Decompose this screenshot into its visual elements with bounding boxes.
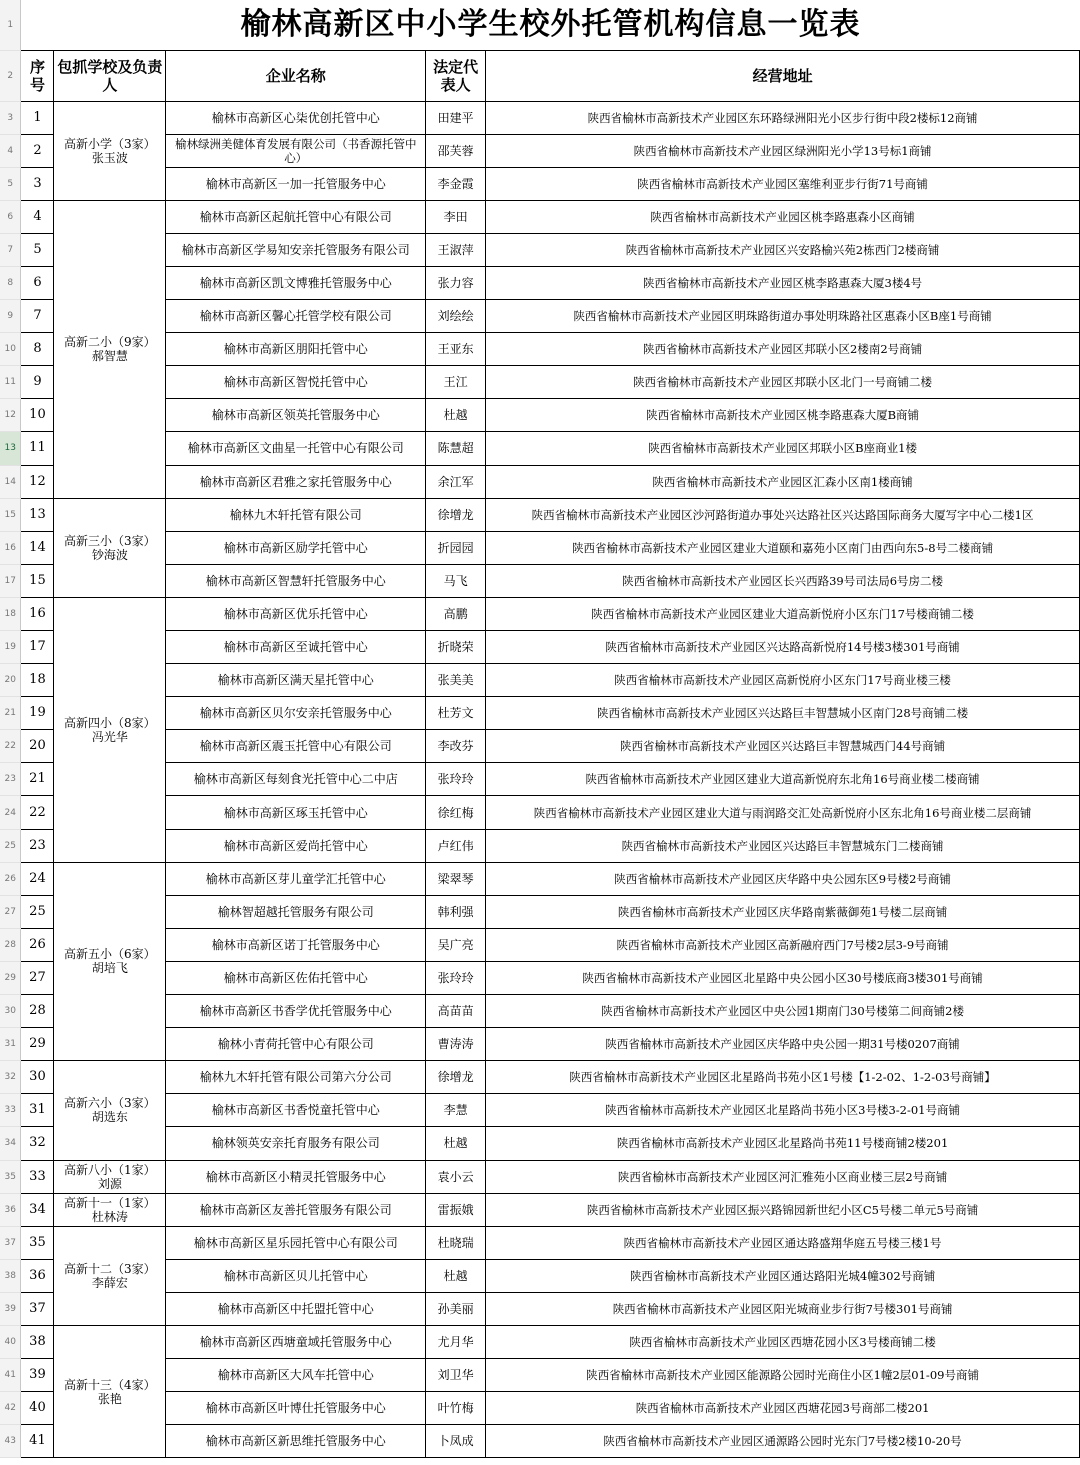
company-name: 榆林市高新区佐佑托管中心 bbox=[166, 961, 426, 994]
row-index: 24 bbox=[21, 862, 54, 895]
company-name: 榆林市高新区新思维托管服务中心 bbox=[166, 1425, 426, 1458]
school-group bbox=[54, 200, 166, 498]
row-index: 7 bbox=[21, 300, 54, 333]
business-address: 陕西省榆林市高新技术产业园区庆华路南紫薇御苑1号楼二层商铺 bbox=[486, 895, 1080, 928]
row-index: 16 bbox=[21, 597, 54, 630]
table-row bbox=[0, 498, 1080, 531]
row-number[interactable]: 7 bbox=[0, 233, 21, 266]
legal-representative: 孙美丽 bbox=[426, 1292, 486, 1325]
business-address: 陕西省榆林市高新技术产业园区塞维利亚步行街71号商铺 bbox=[486, 167, 1080, 200]
company-name: 榆林市高新区朋阳托管中心 bbox=[166, 333, 426, 366]
business-address: 陕西省榆林市高新技术产业园区中央公园1期南门30号楼第二间商铺2楼 bbox=[486, 995, 1080, 1028]
row-index: 21 bbox=[21, 763, 54, 796]
row-index: 41 bbox=[21, 1425, 54, 1458]
table-row bbox=[0, 200, 1080, 233]
school-name: 高新十二（3家） bbox=[64, 1261, 156, 1276]
business-address: 陕西省榆林市高新技术产业园区振兴路锦园新世纪小区C5号楼二单元5号商铺 bbox=[486, 1193, 1080, 1226]
row-index: 11 bbox=[21, 432, 54, 465]
business-address: 陕西省榆林市高新技术产业园区桃李路惠森大厦3楼4号 bbox=[486, 266, 1080, 299]
row-index: 25 bbox=[21, 895, 54, 928]
row-index: 31 bbox=[21, 1094, 54, 1127]
business-address: 陕西省榆林市高新技术产业园区邦联小区B座商业1楼 bbox=[486, 432, 1080, 465]
school-group bbox=[54, 101, 166, 200]
company-name: 榆林市高新区满天星托管中心 bbox=[166, 664, 426, 697]
company-name: 榆林市高新区芽儿童学汇托管中心 bbox=[166, 862, 426, 895]
business-address: 陕西省榆林市高新技术产业园区西塘花园3号商部二楼201 bbox=[486, 1392, 1080, 1425]
row-number[interactable]: 22 bbox=[0, 730, 21, 763]
legal-representative: 李慧 bbox=[426, 1094, 486, 1127]
company-name: 榆林市高新区贝儿托管中心 bbox=[166, 1259, 426, 1292]
school-name: 高新六小（3家） bbox=[64, 1096, 156, 1111]
business-address: 陕西省榆林市高新技术产业园区北星路中央公园小区30号楼底商3楼301号商铺 bbox=[486, 961, 1080, 994]
row-index: 19 bbox=[21, 697, 54, 730]
legal-representative: 高苗苗 bbox=[426, 995, 486, 1028]
business-address: 陕西省榆林市高新技术产业园区北星路尚书苑11号楼商铺2楼201 bbox=[486, 1127, 1080, 1160]
company-name: 榆林市高新区震玉托管中心有限公司 bbox=[166, 730, 426, 763]
legal-representative: 卜凤成 bbox=[426, 1425, 486, 1458]
legal-representative: 曹涛涛 bbox=[426, 1028, 486, 1061]
row-number[interactable]: 9 bbox=[0, 300, 21, 333]
row-number[interactable]: 40 bbox=[0, 1325, 21, 1358]
school-name: 高新十一（1家） bbox=[64, 1195, 156, 1210]
row-number[interactable]: 29 bbox=[0, 961, 21, 994]
business-address: 陕西省榆林市高新技术产业园区兴安路榆兴苑2栋西门2楼商铺 bbox=[486, 233, 1080, 266]
company-name: 榆林市高新区智慧轩托管服务中心 bbox=[166, 564, 426, 597]
business-address: 陕西省榆林市高新技术产业园区兴达路高新悦府14号楼3楼301号商铺 bbox=[486, 631, 1080, 664]
legal-representative: 李金霞 bbox=[426, 167, 486, 200]
company-name: 榆林市高新区领英托管服务中心 bbox=[166, 399, 426, 432]
row-index: 10 bbox=[21, 399, 54, 432]
school-leader: 杜林涛 bbox=[91, 1209, 128, 1224]
row-number[interactable]: 38 bbox=[0, 1259, 21, 1292]
business-address: 陕西省榆林市高新技术产业园区北星路尚书苑小区1号楼【1-2-02、1-2-03号商铺】 bbox=[486, 1061, 1080, 1094]
row-number[interactable]: 21 bbox=[0, 697, 21, 730]
company-name: 榆林市高新区中托盟托管中心 bbox=[166, 1292, 426, 1325]
row-number[interactable]: 4 bbox=[0, 134, 21, 167]
business-address: 陕西省榆林市高新技术产业园区汇森小区南1楼商铺 bbox=[486, 465, 1080, 498]
company-name: 榆林领英安亲托育服务有限公司 bbox=[166, 1127, 426, 1160]
row-index: 30 bbox=[21, 1061, 54, 1094]
school-name: 高新八小（1家） bbox=[64, 1162, 156, 1177]
row-number[interactable]: 17 bbox=[0, 564, 21, 597]
company-name: 榆林市高新区一加一托管服务中心 bbox=[166, 167, 426, 200]
table-row bbox=[0, 1061, 1080, 1094]
page-title: 榆林高新区中小学生校外托管机构信息一览表 bbox=[240, 6, 861, 42]
row-index: 37 bbox=[21, 1292, 54, 1325]
company-name: 榆林小青荷托管中心有限公司 bbox=[166, 1028, 426, 1061]
header-index: 序号 bbox=[21, 50, 54, 101]
row-index: 3 bbox=[21, 167, 54, 200]
row-number[interactable]: 13 bbox=[0, 432, 21, 465]
legal-representative: 杜越 bbox=[426, 1259, 486, 1292]
company-name: 榆林市高新区书香学优托管服务中心 bbox=[166, 995, 426, 1028]
row-number[interactable]: 18 bbox=[0, 597, 21, 630]
legal-representative: 王亚东 bbox=[426, 333, 486, 366]
company-name: 榆林九木轩托管有限公司 bbox=[166, 498, 426, 531]
school-name: 高新十三（4家） bbox=[64, 1377, 156, 1392]
school-name: 高新五小（6家） bbox=[64, 947, 156, 962]
row-index: 40 bbox=[21, 1392, 54, 1425]
business-address: 陕西省榆林市高新技术产业园区绿洲阳光小学13号标1商铺 bbox=[486, 134, 1080, 167]
row-index: 32 bbox=[21, 1127, 54, 1160]
header-row bbox=[0, 50, 1080, 101]
business-address: 陕西省榆林市高新技术产业园区桃李路惠森小区商铺 bbox=[486, 200, 1080, 233]
company-name: 榆林市高新区至诚托管中心 bbox=[166, 631, 426, 664]
legal-representative: 吴广亮 bbox=[426, 928, 486, 961]
legal-representative: 卢红伟 bbox=[426, 829, 486, 862]
company-name: 榆林市高新区文曲星一托管中心有限公司 bbox=[166, 432, 426, 465]
row-index: 4 bbox=[21, 200, 54, 233]
legal-representative: 张美美 bbox=[426, 664, 486, 697]
legal-representative: 徐红梅 bbox=[426, 796, 486, 829]
legal-representative: 杜芳文 bbox=[426, 697, 486, 730]
school-group bbox=[54, 1193, 166, 1226]
row-number[interactable]: 14 bbox=[0, 465, 21, 498]
school-group bbox=[54, 862, 166, 1061]
row-index: 28 bbox=[21, 995, 54, 1028]
company-name: 榆林市高新区叶博仕托管服务中心 bbox=[166, 1392, 426, 1425]
row-number[interactable]: 31 bbox=[0, 1028, 21, 1061]
business-address: 陕西省榆林市高新技术产业园区东环路绿洲阳光小区步行街中段2楼标12商铺 bbox=[486, 101, 1080, 134]
row-index: 9 bbox=[21, 366, 54, 399]
school-leader: 郝智慧 bbox=[91, 349, 128, 364]
row-number[interactable]: 35 bbox=[0, 1160, 21, 1193]
legal-representative: 高鹏 bbox=[426, 597, 486, 630]
legal-representative: 徐增龙 bbox=[426, 498, 486, 531]
company-name: 榆林市高新区心柒优创托管中心 bbox=[166, 101, 426, 134]
legal-representative: 梁翠琴 bbox=[426, 862, 486, 895]
business-address: 陕西省榆林市高新技术产业园区邦联小区北门一号商铺二楼 bbox=[486, 366, 1080, 399]
legal-representative: 李田 bbox=[426, 200, 486, 233]
row-number[interactable]: 25 bbox=[0, 829, 21, 862]
row-number[interactable]: 33 bbox=[0, 1094, 21, 1127]
business-address: 陕西省榆林市高新技术产业园区通达路盛翔华庭五号楼三楼1号 bbox=[486, 1226, 1080, 1259]
school-leader: 刘源 bbox=[97, 1176, 122, 1191]
company-name: 榆林市高新区小精灵托管服务中心 bbox=[166, 1160, 426, 1193]
row-number[interactable]: 8 bbox=[0, 266, 21, 299]
row-number[interactable]: 30 bbox=[0, 995, 21, 1028]
row-index: 36 bbox=[21, 1259, 54, 1292]
row-index: 12 bbox=[21, 465, 54, 498]
row-number[interactable]: 39 bbox=[0, 1292, 21, 1325]
legal-representative: 李改芬 bbox=[426, 730, 486, 763]
row-index: 14 bbox=[21, 531, 54, 564]
school-name: 高新二小（9家） bbox=[64, 335, 156, 350]
row-number[interactable]: 11 bbox=[0, 366, 21, 399]
business-address: 陕西省榆林市高新技术产业园区建业大道颐和嘉苑小区南门由西向东5-8号二楼商铺 bbox=[486, 531, 1080, 564]
school-leader: 张艳 bbox=[97, 1391, 122, 1406]
legal-representative: 张玲玲 bbox=[426, 961, 486, 994]
school-leader: 李薛宏 bbox=[91, 1275, 128, 1290]
legal-representative: 张玲玲 bbox=[426, 763, 486, 796]
company-name: 榆林市高新区励学托管中心 bbox=[166, 531, 426, 564]
row-number[interactable]: 26 bbox=[0, 862, 21, 895]
school-group bbox=[54, 1061, 166, 1160]
row-index: 2 bbox=[21, 134, 54, 167]
row-number[interactable]: 16 bbox=[0, 531, 21, 564]
legal-representative: 王淑萍 bbox=[426, 233, 486, 266]
legal-representative: 韩利强 bbox=[426, 895, 486, 928]
business-address: 陕西省榆林市高新技术产业园区建业大道与雨润路交汇处高新悦府小区东北角16号商业楼二层商铺 bbox=[486, 796, 1080, 829]
title-row bbox=[0, 0, 1080, 50]
business-address: 陕西省榆林市高新技术产业园区沙河路街道办事处兴达路社区兴达路国际商务大厦写字中心二楼1区 bbox=[486, 498, 1080, 531]
business-address: 陕西省榆林市高新技术产业园区河汇雅苑小区商业楼三层2号商铺 bbox=[486, 1160, 1080, 1193]
row-index: 6 bbox=[21, 266, 54, 299]
row-number[interactable]: 3 bbox=[0, 101, 21, 134]
school-leader: 冯光华 bbox=[91, 729, 128, 744]
header-school: 包抓学校及负责人 bbox=[54, 50, 166, 101]
business-address: 陕西省榆林市高新技术产业园区西塘花园小区3号楼商铺二楼 bbox=[486, 1325, 1080, 1358]
business-address: 陕西省榆林市高新技术产业园区阳光城商业步行街7号楼301号商铺 bbox=[486, 1292, 1080, 1325]
legal-representative: 王江 bbox=[426, 366, 486, 399]
business-address: 陕西省榆林市高新技术产业园区建业大道高新悦府小区东门17号楼商铺二楼 bbox=[486, 597, 1080, 630]
row-number[interactable]: 43 bbox=[0, 1425, 21, 1458]
school-group bbox=[54, 1226, 166, 1325]
company-name: 榆林市高新区君雅之家托管服务中心 bbox=[166, 465, 426, 498]
business-address: 陕西省榆林市高新技术产业园区北星路尚书苑小区3号楼3-2-01号商铺 bbox=[486, 1094, 1080, 1127]
company-name: 榆林市高新区智悦托管中心 bbox=[166, 366, 426, 399]
legal-representative: 陈慧超 bbox=[426, 432, 486, 465]
row-index: 5 bbox=[21, 233, 54, 266]
row-number[interactable]: 15 bbox=[0, 498, 21, 531]
row-number[interactable]: 5 bbox=[0, 167, 21, 200]
company-name: 榆林智超越托管服务有限公司 bbox=[166, 895, 426, 928]
row-index: 33 bbox=[21, 1160, 54, 1193]
legal-representative: 张力容 bbox=[426, 266, 486, 299]
business-address: 陕西省榆林市高新技术产业园区兴达路巨丰智慧城东门二楼商铺 bbox=[486, 829, 1080, 862]
legal-representative: 杜越 bbox=[426, 399, 486, 432]
legal-representative: 邵芙蓉 bbox=[426, 134, 486, 167]
row-index: 26 bbox=[21, 928, 54, 961]
company-name: 榆林市高新区琢玉托管中心 bbox=[166, 796, 426, 829]
row-index: 27 bbox=[21, 961, 54, 994]
company-name: 榆林市高新区书香悦童托管中心 bbox=[166, 1094, 426, 1127]
row-index: 22 bbox=[21, 796, 54, 829]
row-index: 17 bbox=[21, 631, 54, 664]
business-address: 陕西省榆林市高新技术产业园区桃李路惠森大厦B商铺 bbox=[486, 399, 1080, 432]
row-number[interactable]: 36 bbox=[0, 1193, 21, 1226]
school-leader: 钞海波 bbox=[91, 547, 128, 562]
legal-representative: 尤月华 bbox=[426, 1325, 486, 1358]
business-address: 陕西省榆林市高新技术产业园区邦联小区2楼南2号商铺 bbox=[486, 333, 1080, 366]
business-address: 陕西省榆林市高新技术产业园区高新悦府小区东门17号商业楼三楼 bbox=[486, 664, 1080, 697]
legal-representative: 徐增龙 bbox=[426, 1061, 486, 1094]
row-number[interactable]: 20 bbox=[0, 664, 21, 697]
school-group bbox=[54, 1160, 166, 1193]
table-row bbox=[0, 1193, 1080, 1226]
business-address: 陕西省榆林市高新技术产业园区兴达路巨丰智慧城小区南门28号商铺二楼 bbox=[486, 697, 1080, 730]
business-address: 陕西省榆林市高新技术产业园区庆华路中央公园东区9号楼2号商铺 bbox=[486, 862, 1080, 895]
legal-representative: 刘绘绘 bbox=[426, 300, 486, 333]
company-name: 榆林市高新区友善托管服务有限公司 bbox=[166, 1193, 426, 1226]
company-name: 榆林市高新区起航托管中心有限公司 bbox=[166, 200, 426, 233]
row-number[interactable]: 41 bbox=[0, 1359, 21, 1392]
legal-representative: 雷振娥 bbox=[426, 1193, 486, 1226]
school-name: 高新三小（3家） bbox=[64, 533, 156, 548]
company-name: 榆林市高新区馨心托管学校有限公司 bbox=[166, 300, 426, 333]
company-name: 榆林市高新区星乐园托管中心有限公司 bbox=[166, 1226, 426, 1259]
legal-representative: 袁小云 bbox=[426, 1160, 486, 1193]
company-name: 榆林九木轩托管有限公司第六分公司 bbox=[166, 1061, 426, 1094]
row-index: 34 bbox=[21, 1193, 54, 1226]
business-address: 陕西省榆林市高新技术产业园区明珠路街道办事处明珠路社区惠森小区B座1号商铺 bbox=[486, 300, 1080, 333]
row-number[interactable]: 32 bbox=[0, 1061, 21, 1094]
table-row bbox=[0, 101, 1080, 134]
table-row bbox=[0, 1325, 1080, 1358]
business-address: 陕西省榆林市高新技术产业园区长兴西路39号司法局6号房二楼 bbox=[486, 564, 1080, 597]
legal-representative: 刘卫华 bbox=[426, 1359, 486, 1392]
row-index: 39 bbox=[21, 1359, 54, 1392]
table-row bbox=[0, 1160, 1080, 1193]
row-number[interactable]: 19 bbox=[0, 631, 21, 664]
row-number[interactable]: 37 bbox=[0, 1226, 21, 1259]
row-index: 38 bbox=[21, 1325, 54, 1358]
legal-representative: 杜越 bbox=[426, 1127, 486, 1160]
legal-representative: 杜晓瑞 bbox=[426, 1226, 486, 1259]
school-group bbox=[54, 1325, 166, 1457]
row-number[interactable]: 10 bbox=[0, 333, 21, 366]
row-index: 29 bbox=[21, 1028, 54, 1061]
company-name: 榆林市高新区每刻食光托管中心二中店 bbox=[166, 763, 426, 796]
business-address: 陕西省榆林市高新技术产业园区庆华路中央公园一期31号楼0207商铺 bbox=[486, 1028, 1080, 1061]
legal-representative: 折园园 bbox=[426, 531, 486, 564]
company-name: 榆林市高新区学易知安亲托管服务有限公司 bbox=[166, 233, 426, 266]
table-row bbox=[0, 862, 1080, 895]
school-group bbox=[54, 498, 166, 597]
row-index: 13 bbox=[21, 498, 54, 531]
company-name: 榆林市高新区大风车托管中心 bbox=[166, 1359, 426, 1392]
legal-representative: 折晓荣 bbox=[426, 631, 486, 664]
row-index: 23 bbox=[21, 829, 54, 862]
row-index: 35 bbox=[21, 1226, 54, 1259]
row-number[interactable]: 23 bbox=[0, 763, 21, 796]
school-leader: 胡培飞 bbox=[91, 961, 128, 976]
header-address: 经营地址 bbox=[486, 50, 1080, 101]
school-leader: 胡选东 bbox=[91, 1110, 128, 1125]
row-index: 8 bbox=[21, 333, 54, 366]
row-index: 15 bbox=[21, 564, 54, 597]
company-name: 榆林绿洲美健体育发展有限公司（书香源托管中心） bbox=[166, 134, 426, 167]
business-address: 陕西省榆林市高新技术产业园区能源路公园时光商住小区1幢2层01-09号商铺 bbox=[486, 1359, 1080, 1392]
row-number[interactable]: 28 bbox=[0, 928, 21, 961]
company-name: 榆林市高新区凯文博雅托管服务中心 bbox=[166, 266, 426, 299]
business-address: 陕西省榆林市高新技术产业园区通源路公园时光东门7号楼2楼10-20号 bbox=[486, 1425, 1080, 1458]
company-name: 榆林市高新区贝尔安亲托管服务中心 bbox=[166, 697, 426, 730]
business-address: 陕西省榆林市高新技术产业园区建业大道高新悦府东北角16号商业楼二楼商铺 bbox=[486, 763, 1080, 796]
business-address: 陕西省榆林市高新技术产业园区高新融府西门7号楼2层3-9号商铺 bbox=[486, 928, 1080, 961]
legal-representative: 余江军 bbox=[426, 465, 486, 498]
business-address: 陕西省榆林市高新技术产业园区兴达路巨丰智慧城西门44号商铺 bbox=[486, 730, 1080, 763]
row-number[interactable]: 24 bbox=[0, 796, 21, 829]
legal-representative: 马飞 bbox=[426, 564, 486, 597]
row-number[interactable]: 12 bbox=[0, 399, 21, 432]
legal-representative: 叶竹梅 bbox=[426, 1392, 486, 1425]
header-company: 企业名称 bbox=[166, 50, 426, 101]
company-name: 榆林市高新区优乐托管中心 bbox=[166, 597, 426, 630]
school-group bbox=[54, 597, 166, 862]
row-index: 18 bbox=[21, 664, 54, 697]
row-index: 20 bbox=[21, 730, 54, 763]
school-name: 高新四小（8家） bbox=[64, 715, 156, 730]
school-name: 高新小学（3家） bbox=[64, 136, 156, 151]
row-number[interactable]: 42 bbox=[0, 1392, 21, 1425]
business-address: 陕西省榆林市高新技术产业园区通达路阳光城4幢302号商铺 bbox=[486, 1259, 1080, 1292]
company-name: 榆林市高新区爱尚托管中心 bbox=[166, 829, 426, 862]
row-index: 1 bbox=[21, 101, 54, 134]
header-legal: 法定代表人 bbox=[426, 50, 486, 101]
company-name: 榆林市高新区诺丁托管服务中心 bbox=[166, 928, 426, 961]
row-number[interactable]: 34 bbox=[0, 1127, 21, 1160]
school-leader: 张玉波 bbox=[91, 150, 128, 165]
row-number[interactable]: 2 bbox=[0, 50, 21, 101]
legal-representative: 田建平 bbox=[426, 101, 486, 134]
row-number[interactable]: 27 bbox=[0, 895, 21, 928]
row-number[interactable]: 1 bbox=[0, 0, 21, 50]
table-row bbox=[0, 1226, 1080, 1259]
row-number[interactable]: 6 bbox=[0, 200, 21, 233]
table-row bbox=[0, 597, 1080, 630]
company-name: 榆林市高新区西塘童域托管服务中心 bbox=[166, 1325, 426, 1358]
